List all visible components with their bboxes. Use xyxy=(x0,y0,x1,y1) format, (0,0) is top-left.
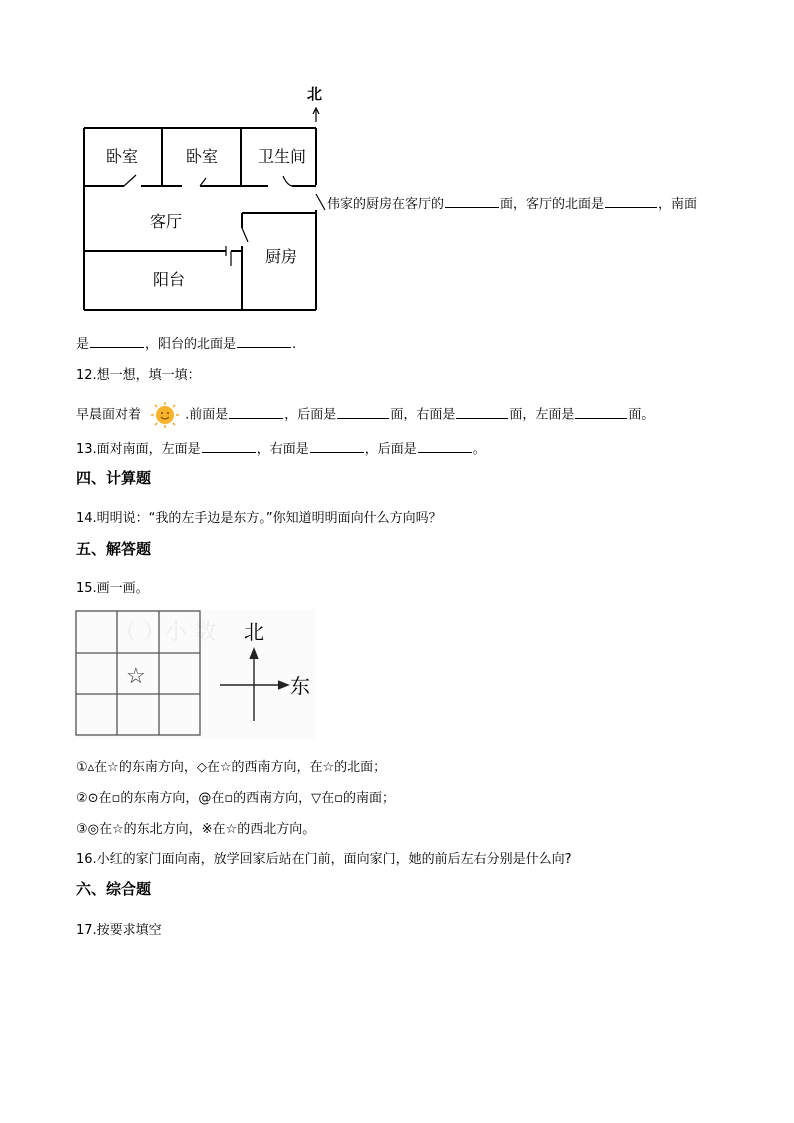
q11-line2: 是 ，阳台的北面是 . xyxy=(76,337,297,352)
svg-text:（ ）小 数: （ ）小 数 xyxy=(114,620,216,645)
answer-blank[interactable] xyxy=(456,406,508,419)
section-6-heading: 六、综合题 xyxy=(76,880,152,898)
north-label: 北 xyxy=(307,85,323,103)
floor-plan-figure xyxy=(0,0,340,320)
section-5-heading: 五、解答题 xyxy=(76,540,152,558)
answer-blank[interactable] xyxy=(90,335,144,348)
answer-blank[interactable] xyxy=(202,440,256,453)
answer-blank[interactable] xyxy=(337,406,389,419)
answer-blank[interactable] xyxy=(445,195,499,208)
room-living: 客厅 xyxy=(150,212,183,231)
grid-compass-figure xyxy=(74,609,316,739)
q14-text: 14.明明说：“我的左手边是东方。”你知道明明面向什么方向吗？ xyxy=(76,511,442,526)
q11-line1: 伟家的厨房在客厅的 面，客厅的北面是 ，南面 xyxy=(327,197,698,212)
star-icon: ☆ xyxy=(126,664,146,689)
q15-title: 15.画一画。 xyxy=(76,581,149,596)
q15-item-2: ②⊙在▫的东南方向，@在▫的西南方向，▽在▫的南面； xyxy=(76,791,395,806)
q12-title: 12.想一想，填一填： xyxy=(76,368,201,383)
room-bathroom: 卫生间 xyxy=(258,147,307,166)
q13-line: 13.面对南面，左面是 ，右面是 ，后面是 。 xyxy=(76,442,486,457)
q15-item-1: ①▵在☆的东南方向，◇在☆的西南方向，在☆的北面； xyxy=(76,760,387,775)
compass-east-label: 东 xyxy=(290,674,310,698)
room-bedroom-2: 卧室 xyxy=(186,147,219,166)
answer-blank[interactable] xyxy=(237,335,291,348)
room-bedroom-1: 卧室 xyxy=(106,147,139,166)
compass-north-label: 北 xyxy=(244,620,264,644)
section-4-heading: 四、计算题 xyxy=(76,469,152,487)
answer-blank[interactable] xyxy=(605,195,657,208)
q15-item-3: ③◎在☆的东北方向，※在☆的西北方向。 xyxy=(76,822,316,837)
answer-blank[interactable] xyxy=(418,440,472,453)
answer-blank[interactable] xyxy=(575,406,627,419)
q17-text: 17.按要求填空 xyxy=(76,923,162,938)
room-balcony: 阳台 xyxy=(153,270,186,289)
q16-text: 16.小红的家门面向南，放学回家后站在门前，面向家门，她的前后左右分别是什么向? xyxy=(76,852,572,867)
sun-icon xyxy=(147,401,183,429)
room-kitchen: 厨房 xyxy=(265,247,298,266)
answer-blank[interactable] xyxy=(229,406,283,419)
answer-blank[interactable] xyxy=(310,440,364,453)
q12-line: 早晨面对着 .前面是 ，后面是 面，右面是 面，左面是 面。 xyxy=(76,401,654,429)
